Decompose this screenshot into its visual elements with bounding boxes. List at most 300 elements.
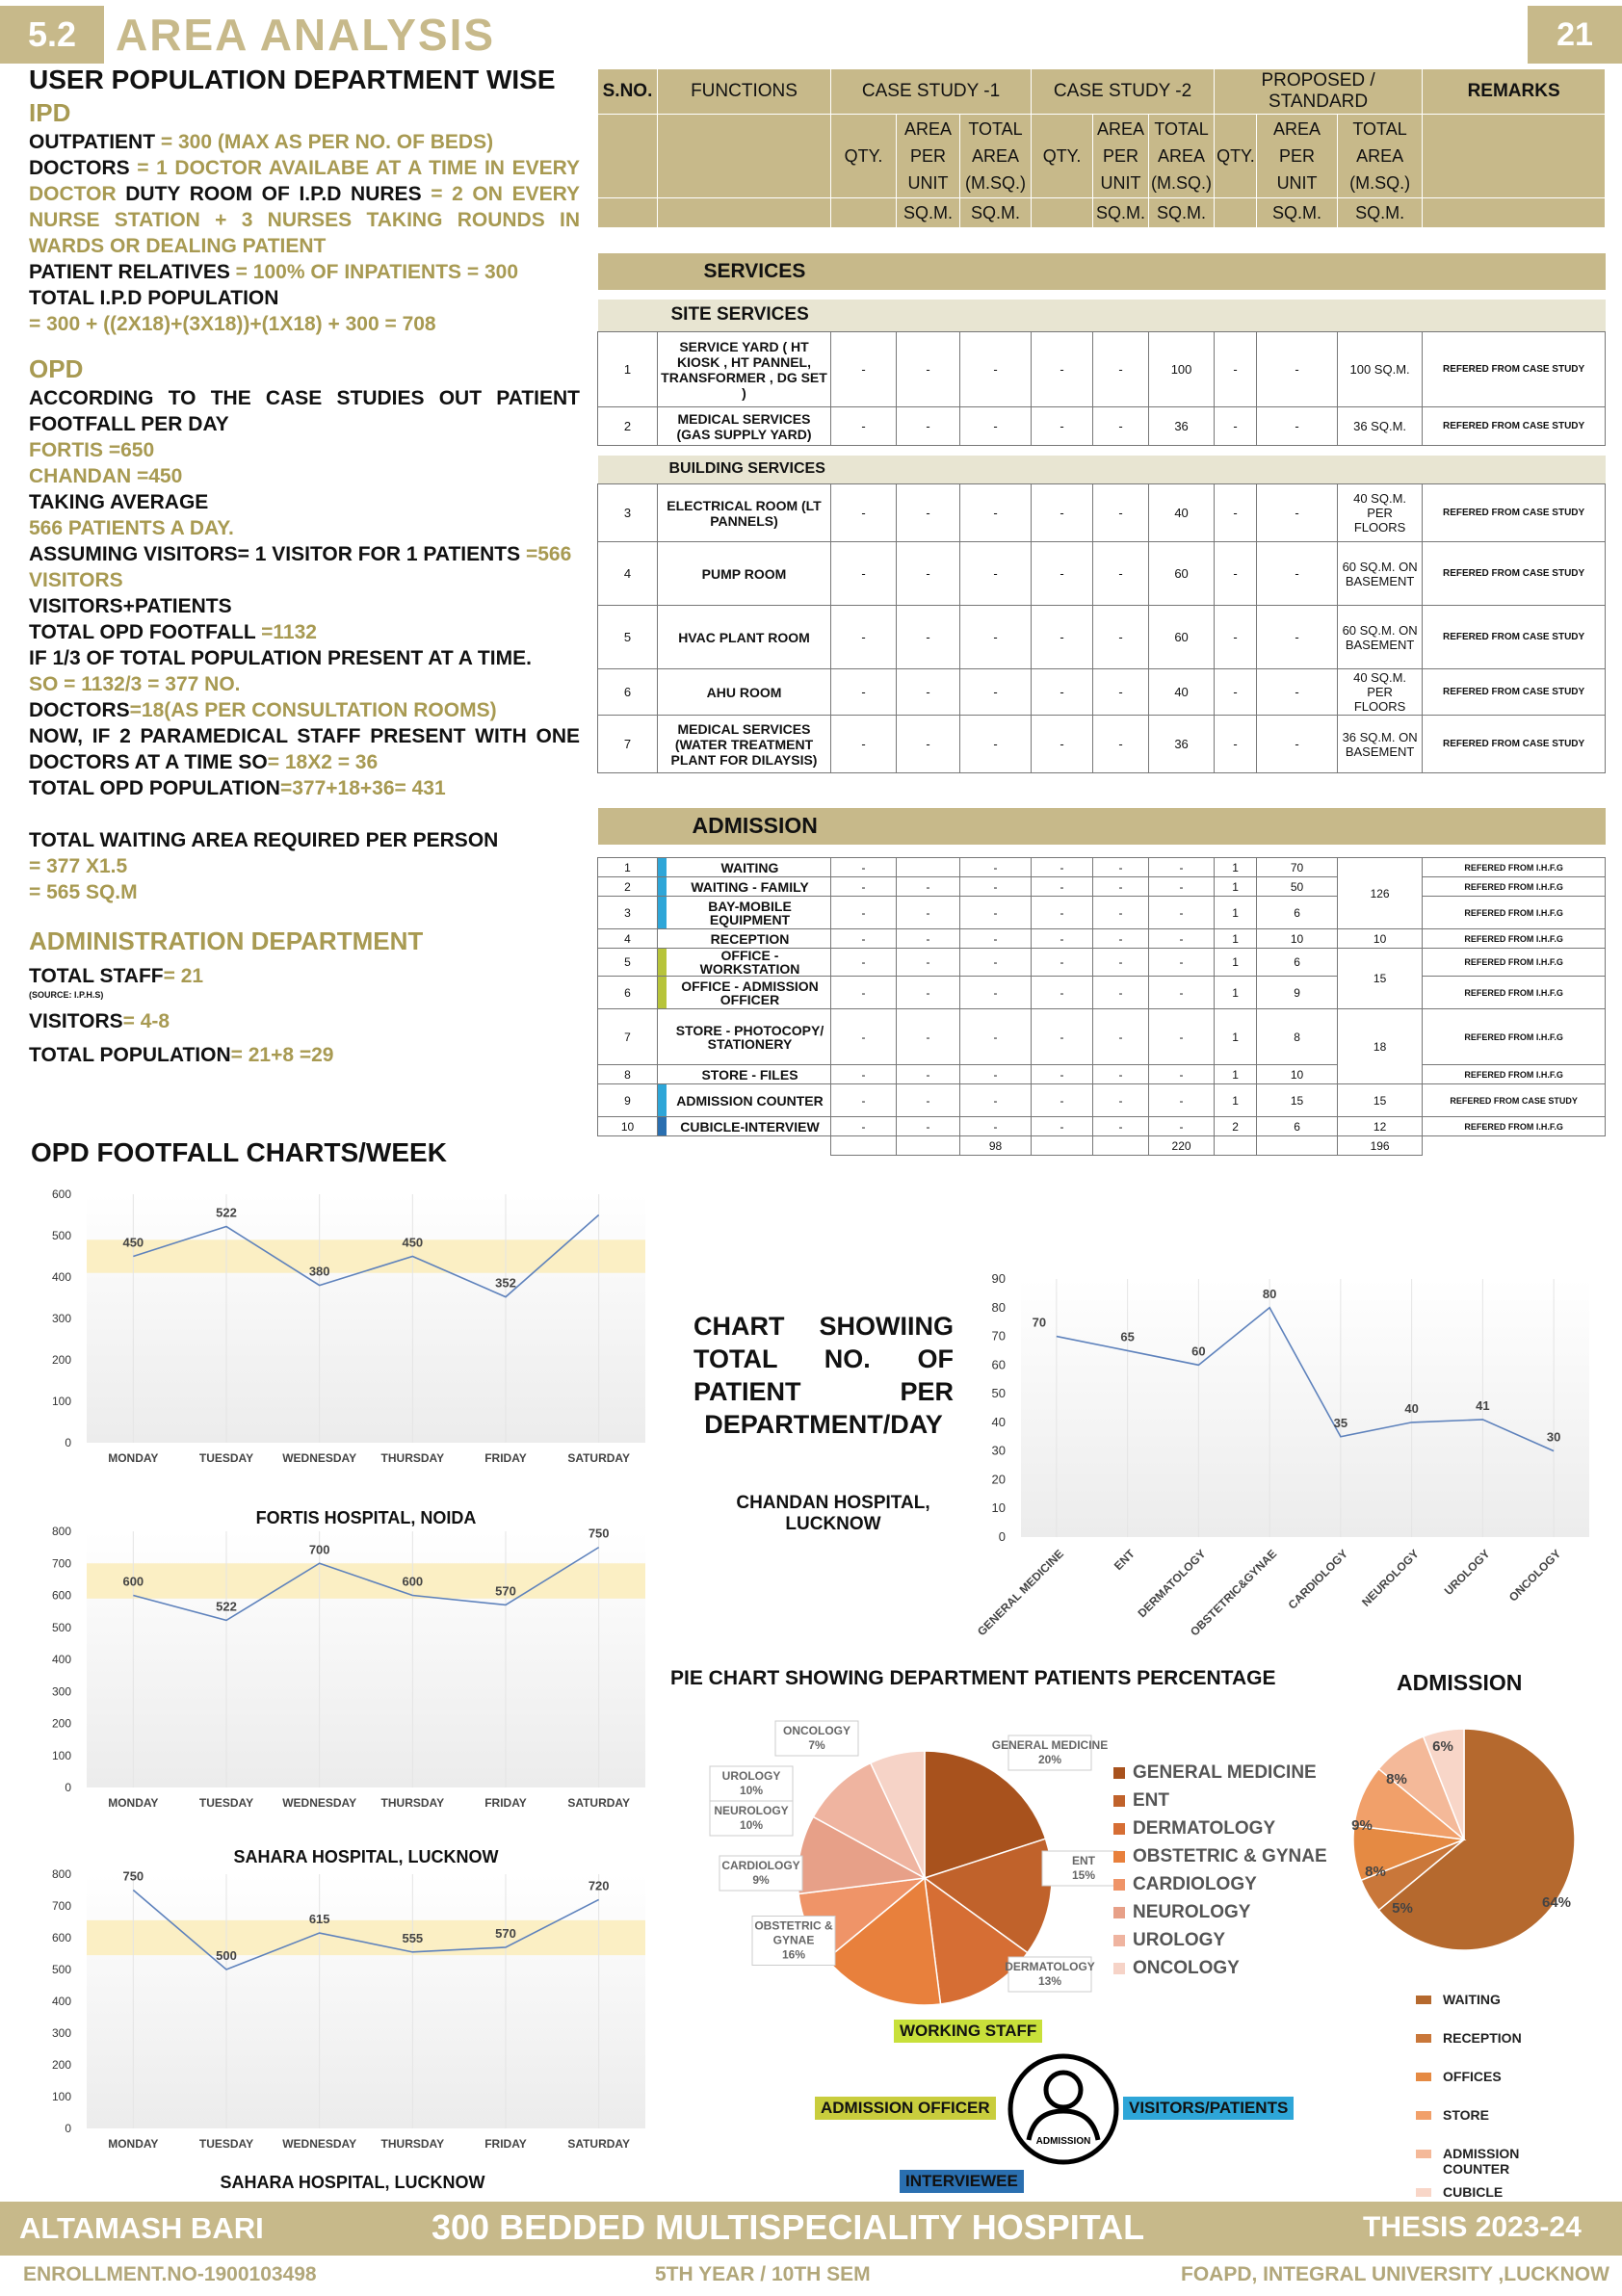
cell-empty	[1423, 1136, 1606, 1156]
pie-data-label: 9%	[1351, 1817, 1373, 1834]
cell-c2t: -	[1149, 949, 1215, 977]
admission-title: ADMISSION	[598, 808, 1606, 845]
opd-footfall: TOTAL OPD FOOTFALL =1132	[29, 621, 317, 643]
page-number: 21	[1528, 6, 1622, 64]
x-tick-label: OBSTETRIC&GYNAE	[1188, 1547, 1280, 1639]
cell-rm: REFERED FROM I.H.F.G	[1423, 858, 1606, 877]
opd-chandan: CHANDAN =450	[29, 465, 183, 487]
cell-fn-text: STORE - FILES	[701, 1066, 798, 1083]
x-tick-label: SATURDAY	[567, 1451, 631, 1465]
cell-group-total: 18	[1338, 1009, 1423, 1084]
y-tick-label: 100	[51, 1748, 71, 1762]
cell-c1a: -	[897, 929, 960, 949]
legend-label: CUBICLE	[1443, 2184, 1504, 2200]
data-label: 570	[495, 1925, 516, 1941]
x-tick-label: TUESDAY	[198, 2137, 254, 2151]
cell-c2q: -	[1032, 877, 1093, 897]
cell-c2t: -	[1149, 897, 1215, 929]
legend-label: UROLOGY	[1133, 1929, 1226, 1950]
cell-c1q: -	[831, 407, 897, 446]
cell-empty	[1257, 1136, 1338, 1156]
x-tick-label: MONDAY	[108, 2137, 159, 2151]
data-label: 750	[588, 1526, 610, 1541]
x-tick-label: SATURDAY	[567, 1796, 631, 1810]
cell-c2a: -	[1093, 877, 1149, 897]
cell-group-total: 15	[1338, 949, 1423, 1009]
data-label: 615	[308, 1912, 330, 1927]
cell-c1a	[897, 858, 960, 877]
cell-pa: 10	[1257, 929, 1338, 949]
cell-empty	[897, 1136, 960, 1156]
admission-table-row	[598, 877, 1606, 897]
cell-pt: 60 SQ.M. ON BASEMENT	[1338, 542, 1423, 606]
cell-c1q: -	[831, 929, 897, 949]
legend-swatch	[1416, 1996, 1431, 2004]
chart-title: FORTIS HOSPITAL, NOIDA	[255, 1508, 477, 1527]
cell-empty	[1093, 1136, 1149, 1156]
x-tick-label: WEDNESDAY	[282, 2137, 357, 2151]
legend-item	[1113, 1926, 1327, 1954]
data-label: 720	[588, 1878, 610, 1893]
cell-c2a: -	[1093, 897, 1149, 929]
th-sqm-4: SQ.M.	[1149, 198, 1215, 228]
y-tick-label: 600	[51, 1588, 71, 1603]
average-band	[87, 1920, 645, 1955]
dept-line-chart	[973, 1262, 1609, 1647]
legend-label: CARDIOLOGY	[1133, 1873, 1257, 1894]
row-color-bar	[658, 949, 667, 976]
cell-c2q: -	[1032, 949, 1093, 977]
legend-item	[1113, 1842, 1327, 1870]
data-label: 522	[216, 1599, 237, 1614]
cell-pt: 40 SQ.M. PER FLOORS	[1338, 669, 1423, 716]
data-label: 500	[216, 1948, 237, 1963]
chart-title: SAHARA HOSPITAL, LUCKNOW	[233, 1847, 499, 1866]
opd-avg-label: TAKING AVERAGE	[29, 491, 209, 513]
y-tick-label: 30	[991, 1443, 1006, 1458]
legend-swatch	[1113, 1795, 1125, 1807]
footer-thesis: THESIS 2023-24	[1363, 2211, 1582, 2243]
cell-fn	[658, 929, 831, 949]
opd-line-chart-2	[52, 1508, 645, 1810]
cell-group-total: 10	[1338, 929, 1423, 949]
y-tick-label: 700	[51, 1899, 71, 1913]
cell-fn-text: CUBICLE-INTERVIEW	[680, 1118, 820, 1135]
cell-fn-text: BAY-MOBILE EQUIPMENT	[708, 898, 792, 927]
cell-c1a: -	[897, 1084, 960, 1117]
admission-pie-title: ADMISSION	[1397, 1670, 1523, 1695]
cell-sno: 4	[598, 929, 658, 949]
opd-doctors: DOCTORS=18(AS PER CONSULTATION ROOMS)	[29, 699, 497, 721]
cell-c1a: -	[897, 1065, 960, 1084]
y-tick-label: 300	[51, 1684, 71, 1699]
th-sqm-6: SQ.M.	[1338, 198, 1423, 228]
cell-c1a: -	[897, 332, 960, 407]
legend-item	[1113, 1898, 1327, 1926]
cell-c2a: -	[1093, 606, 1149, 669]
th-remarks: REMARKS	[1423, 69, 1606, 115]
user-population-title: USER POPULATION DEPARTMENT WISE	[29, 65, 556, 94]
data-label: 30	[1546, 1429, 1561, 1445]
th-qty-1: QTY.	[831, 115, 897, 198]
legend-swatch	[1113, 1823, 1125, 1835]
cell-c2q: -	[1032, 407, 1093, 446]
th-qty-2: QTY.	[1032, 115, 1093, 198]
cell-pq: 1	[1215, 877, 1257, 897]
footer-enrollment: ENROLLMENT.NO-1900103498	[23, 2263, 317, 2285]
opd-footfall-charts	[29, 1175, 665, 2196]
y-tick-label: 800	[51, 1867, 71, 1881]
cell-fn	[658, 877, 831, 897]
opd-so: SO = 1132/3 = 377 NO.	[29, 673, 241, 695]
data-label: 65	[1120, 1329, 1135, 1344]
plot-area	[87, 1874, 645, 2128]
cell-sno: 8	[598, 1065, 658, 1084]
plot-area	[87, 1194, 645, 1443]
cell-c2q: -	[1032, 716, 1093, 773]
opd-avg-value: 566 PATIENTS A DAY.	[29, 517, 234, 539]
legend-label: ENT	[1133, 1789, 1169, 1811]
legend-item	[1113, 1787, 1327, 1814]
cell-group-total: 126	[1338, 858, 1423, 929]
table-row	[598, 716, 1606, 773]
row-color-bar	[658, 1117, 667, 1135]
cell-pq: -	[1215, 716, 1257, 773]
cell-sno: 3	[598, 897, 658, 929]
area-table	[597, 68, 1606, 1156]
cell-c1q: -	[831, 977, 897, 1009]
cell-pa: -	[1257, 716, 1338, 773]
cell-fn	[658, 897, 831, 929]
cell-c1a: -	[897, 542, 960, 606]
cell-c2t: -	[1149, 1084, 1215, 1117]
row-color-bar	[658, 877, 667, 896]
legend-item	[1113, 1759, 1327, 1787]
y-tick-label: 70	[991, 1328, 1006, 1344]
cell-c2a: -	[1093, 669, 1149, 716]
cell-pq: -	[1215, 669, 1257, 716]
th-apu-3: AREA PER UNIT	[1257, 115, 1338, 198]
cell-fn	[658, 1009, 831, 1065]
table-row	[598, 332, 1606, 407]
cell-sno: 6	[598, 669, 658, 716]
data-label: 352	[495, 1275, 516, 1291]
data-label: 570	[495, 1583, 516, 1599]
x-tick-label: DERMATOLOGY	[1135, 1547, 1209, 1621]
legend-label: GENERAL MEDICINE	[1133, 1761, 1317, 1783]
data-label: 40	[1404, 1400, 1419, 1416]
x-tick-label: ONCOLOGY	[1505, 1547, 1564, 1605]
y-tick-label: 100	[51, 2090, 71, 2103]
y-tick-label: 80	[991, 1299, 1006, 1315]
cell-c2t: 60	[1149, 542, 1215, 606]
cell-pt: 12	[1338, 1117, 1423, 1136]
cell-c2t: -	[1149, 977, 1215, 1009]
cell-pa: -	[1257, 542, 1338, 606]
cell-c2q: -	[1032, 542, 1093, 606]
admission-total-row	[598, 1136, 1606, 1156]
cell-pt: 36 SQ.M. ON BASEMENT	[1338, 716, 1423, 773]
tag-visitors-patients: VISITORS/PATIENTS	[1123, 2097, 1294, 2120]
cell-c2a: -	[1093, 858, 1149, 877]
services-title: SERVICES	[598, 253, 1606, 290]
cell-fn: PUMP ROOM	[658, 542, 831, 606]
cell-pq: 1	[1215, 1084, 1257, 1117]
admission-pie-legend	[1416, 1992, 1549, 2223]
cell-pa: 70	[1257, 858, 1338, 877]
cell-c2a: -	[1093, 1009, 1149, 1065]
data-label: 70	[1032, 1315, 1047, 1330]
cell-rm: REFERED FROM I.H.F.G	[1423, 977, 1606, 1009]
th-sqm-5: SQ.M.	[1257, 198, 1338, 228]
th-total-1: TOTAL AREA (M.SQ.)	[960, 115, 1032, 198]
site-services-title: SITE SERVICES	[598, 300, 1606, 332]
cell-fn	[658, 858, 831, 877]
cell-pt: 15	[1338, 1084, 1423, 1117]
data-label: 80	[1262, 1286, 1277, 1301]
opd-paramedical: NOW, IF 2 PARAMEDICAL STAFF PRESENT WITH ONE DOCTORS AT A TIME SO= 18X2 = 36	[29, 725, 580, 773]
cell-pq: 1	[1215, 977, 1257, 1009]
cell-rm: REFERED FROM CASE STUDY	[1423, 407, 1606, 446]
cell-rm: REFERED FROM CASE STUDY	[1423, 1084, 1606, 1117]
y-tick-label: 0	[65, 1781, 71, 1794]
legend-label: ONCOLOGY	[1133, 1957, 1240, 1978]
th-qty-3: QTY.	[1215, 115, 1257, 198]
cell-fn: HVAC PLANT ROOM	[658, 606, 831, 669]
y-tick-label: 400	[51, 1270, 71, 1284]
cell-rm: REFERED FROM I.H.F.G	[1423, 1009, 1606, 1065]
cell-fn-text: WAITING	[720, 859, 779, 875]
y-tick-label: 300	[51, 1312, 71, 1325]
y-tick-label: 400	[51, 1653, 71, 1666]
cell-rm: REFERED FROM I.H.F.G	[1423, 1117, 1606, 1136]
cell-c2a: -	[1093, 929, 1149, 949]
cell-c1q: -	[831, 332, 897, 407]
y-tick-label: 500	[51, 1963, 71, 1976]
cell-fn-text: RECEPTION	[710, 930, 790, 947]
user-population-text	[29, 64, 580, 1068]
cell-c1t: -	[960, 407, 1032, 446]
cell-pa: 6	[1257, 949, 1338, 977]
opd-charts-title: OPD FOOTFALL CHARTS/WEEK	[31, 1137, 447, 1167]
cell-c1q: -	[831, 716, 897, 773]
pie-data-label: ENT 15%	[1071, 1854, 1096, 1882]
x-tick-label: WEDNESDAY	[282, 1796, 357, 1810]
cell-fn	[658, 977, 831, 1009]
cell-pq: 1	[1215, 897, 1257, 929]
admission-table-row	[598, 977, 1606, 1009]
cell-pa: 50	[1257, 877, 1338, 897]
average-band	[87, 1563, 645, 1599]
cell-sno: 6	[598, 977, 658, 1009]
cell-pq: -	[1215, 606, 1257, 669]
cell-rm: REFERED FROM I.H.F.G	[1423, 929, 1606, 949]
opd-title: OPD	[29, 354, 84, 383]
cell-c2q: -	[1032, 858, 1093, 877]
legend-item	[1113, 1870, 1327, 1898]
site-services-row	[598, 300, 1606, 332]
opd-total: TOTAL OPD POPULATION=377+18+36= 431	[29, 777, 446, 799]
legend-label: OFFICES	[1443, 2069, 1502, 2084]
cell-sno: 2	[598, 877, 658, 897]
admin-population: TOTAL POPULATION= 21+8 =29	[29, 1044, 334, 1066]
admission-user-icon	[1006, 2051, 1121, 2167]
cell-c2t: -	[1149, 858, 1215, 877]
th-sno: S.NO.	[598, 69, 658, 115]
cell-c2t: 36	[1149, 716, 1215, 773]
cell-c2q: -	[1032, 929, 1093, 949]
cell-c1q: -	[831, 858, 897, 877]
cell-fn: MEDICAL SERVICES (WATER TREATMENT PLANT FOR DILAYSIS)	[658, 716, 831, 773]
legend-item	[1113, 1814, 1327, 1842]
cell-c2t: -	[1149, 929, 1215, 949]
opd-line-chart-3	[52, 1847, 645, 2151]
legend-label: RECEPTION	[1443, 2030, 1522, 2046]
cell-c1t: -	[960, 858, 1032, 877]
cell-fn: MEDICAL SERVICES (GAS SUPPLY YARD)	[658, 407, 831, 446]
cell-c1q: -	[831, 1117, 897, 1136]
building-services-row	[598, 456, 1606, 484]
x-tick-label: TUESDAY	[198, 1796, 254, 1810]
cell-fn: SERVICE YARD ( HT KIOSK , HT PANNEL, TRANSFORMER , DG SET )	[658, 332, 831, 407]
data-label: 380	[308, 1264, 330, 1279]
x-tick-label: ENT	[1111, 1547, 1138, 1574]
cell-c1a: -	[897, 949, 960, 977]
cell-pq: 2	[1215, 1117, 1257, 1136]
legend-swatch	[1113, 1851, 1125, 1863]
legend-item	[1416, 2107, 1549, 2146]
opd-line1: ACCORDING TO THE CASE STUDIES OUT PATIENT FOOTFALL PER DAY	[29, 387, 580, 435]
y-tick-label: 800	[51, 1525, 71, 1538]
x-tick-label: FRIDAY	[484, 1796, 527, 1810]
pie-data-label: OBSTETRIC & GYNAE 16%	[754, 1918, 833, 1962]
cell-pa: -	[1257, 407, 1338, 446]
cell-c1t: -	[960, 877, 1032, 897]
opd-vp: VISITORS+PATIENTS	[29, 595, 232, 617]
legend-swatch	[1113, 1767, 1125, 1779]
cell-pa: 15	[1257, 1084, 1338, 1117]
cell-pa: -	[1257, 484, 1338, 542]
cell-fn-text: OFFICE - WORKSTATION	[699, 948, 800, 977]
footer-name: ALTAMASH BARI	[19, 2211, 264, 2245]
footer-project: 300 BEDDED MULTISPECIALITY HOSPITAL	[432, 2207, 1145, 2247]
legend-label: DERMATOLOGY	[1133, 1817, 1276, 1839]
cell-sno: 1	[598, 332, 658, 407]
cell-c2t: 100	[1149, 332, 1215, 407]
cell-c1a: -	[897, 669, 960, 716]
cell-c1t: -	[960, 332, 1032, 407]
cell-c1q: -	[831, 542, 897, 606]
services-row	[598, 253, 1606, 290]
tag-admission-officer: ADMISSION OFFICER	[815, 2097, 996, 2120]
chart-caption: SAHARA HOSPITAL, LUCKNOW	[220, 2173, 485, 2192]
data-label: 600	[402, 1574, 424, 1589]
pie-data-label: 8%	[1386, 1771, 1407, 1787]
x-tick-label: MONDAY	[108, 1451, 159, 1465]
legend-swatch	[1416, 2111, 1431, 2120]
cell-pa: 6	[1257, 897, 1338, 929]
cell-c1a: -	[897, 977, 960, 1009]
ipd-outpatient: OUTPATIENT = 300 (MAX AS PER NO. OF BEDS)	[29, 131, 494, 153]
cell-pq: -	[1215, 542, 1257, 606]
th-total-2: TOTAL AREA (M.SQ.)	[1149, 115, 1215, 198]
cell-c1t: -	[960, 977, 1032, 1009]
table-head-row-2	[598, 115, 1606, 198]
y-tick-label: 400	[51, 1995, 71, 2008]
cell-c2q: -	[1032, 606, 1093, 669]
cell-sno: 4	[598, 542, 658, 606]
data-label: 41	[1476, 1397, 1490, 1413]
dept-pie-chart	[693, 1695, 1117, 2032]
cell-c1q: -	[831, 897, 897, 929]
cell-pa: -	[1257, 332, 1338, 407]
table-row	[598, 484, 1606, 542]
th-sqm-3: SQ.M.	[1093, 198, 1149, 228]
cell-c1a: -	[897, 877, 960, 897]
plot-area	[1021, 1279, 1589, 1537]
cell-c1t: -	[960, 929, 1032, 949]
x-tick-label: WEDNESDAY	[282, 1451, 357, 1465]
admission-table-row	[598, 929, 1606, 949]
pie-data-label: UROLOGY 10%	[721, 1769, 781, 1797]
cell-sno: 9	[598, 1084, 658, 1117]
cell-sno: 7	[598, 716, 658, 773]
cell-c2t: 36	[1149, 407, 1215, 446]
cell-pa: 9	[1257, 977, 1338, 1009]
legend-swatch	[1113, 1879, 1125, 1891]
cell-c1a: -	[897, 1117, 960, 1136]
dept-pie-title: PIE CHART SHOWING DEPARTMENT PATIENTS PERCENTAGE	[670, 1667, 1276, 1689]
x-tick-label: CARDIOLOGY	[1285, 1547, 1350, 1612]
cell-c2a: -	[1093, 1117, 1149, 1136]
cell-c1q: -	[831, 877, 897, 897]
legend-item	[1416, 1992, 1549, 2030]
legend-label: OBSTETRIC & GYNAE	[1133, 1845, 1327, 1866]
cell-rm: REFERED FROM CASE STUDY	[1423, 716, 1606, 773]
opd-line-chart-1	[52, 1187, 645, 1465]
table-head-row	[598, 69, 1606, 115]
cell-pa: 10	[1257, 1065, 1338, 1084]
cell-c1a: -	[897, 606, 960, 669]
x-tick-label: THURSDAY	[380, 2137, 445, 2151]
cell-c1t: -	[960, 669, 1032, 716]
cell-sno: 1	[598, 858, 658, 877]
cell-c1t: -	[960, 897, 1032, 929]
table-head-row-3	[598, 198, 1606, 228]
data-label: 60	[1191, 1344, 1206, 1359]
cell-fn	[658, 949, 831, 977]
y-tick-label: 40	[991, 1414, 1006, 1429]
cell-sno: 2	[598, 407, 658, 446]
cell-empty	[831, 1136, 897, 1156]
cell-c2t: 40	[1149, 484, 1215, 542]
pie-data-label: CARDIOLOGY 9%	[721, 1859, 800, 1887]
y-tick-label: 0	[65, 1436, 71, 1449]
x-tick-label: GENERAL MEDICINE	[974, 1547, 1066, 1639]
legend-label: WAITING	[1443, 1992, 1501, 2007]
opd-assume: ASSUMING VISITORS= 1 VISITOR FOR 1 PATIENTS =566 VISITORS	[29, 543, 572, 591]
cell-c1q: -	[831, 1084, 897, 1117]
y-tick-label: 90	[991, 1271, 1006, 1286]
x-tick-label: FRIDAY	[484, 1451, 527, 1465]
cell-c2q: -	[1032, 1084, 1093, 1117]
legend-label: ADMISSION COUNTER	[1443, 2146, 1520, 2177]
cell-c1t: -	[960, 606, 1032, 669]
admin-title: ADMINISTRATION DEPARTMENT	[29, 926, 424, 955]
cell-rm: REFERED FROM I.H.F.G	[1423, 1065, 1606, 1084]
cell-c1q: -	[831, 1009, 897, 1065]
cell-pa: 8	[1257, 1009, 1338, 1065]
